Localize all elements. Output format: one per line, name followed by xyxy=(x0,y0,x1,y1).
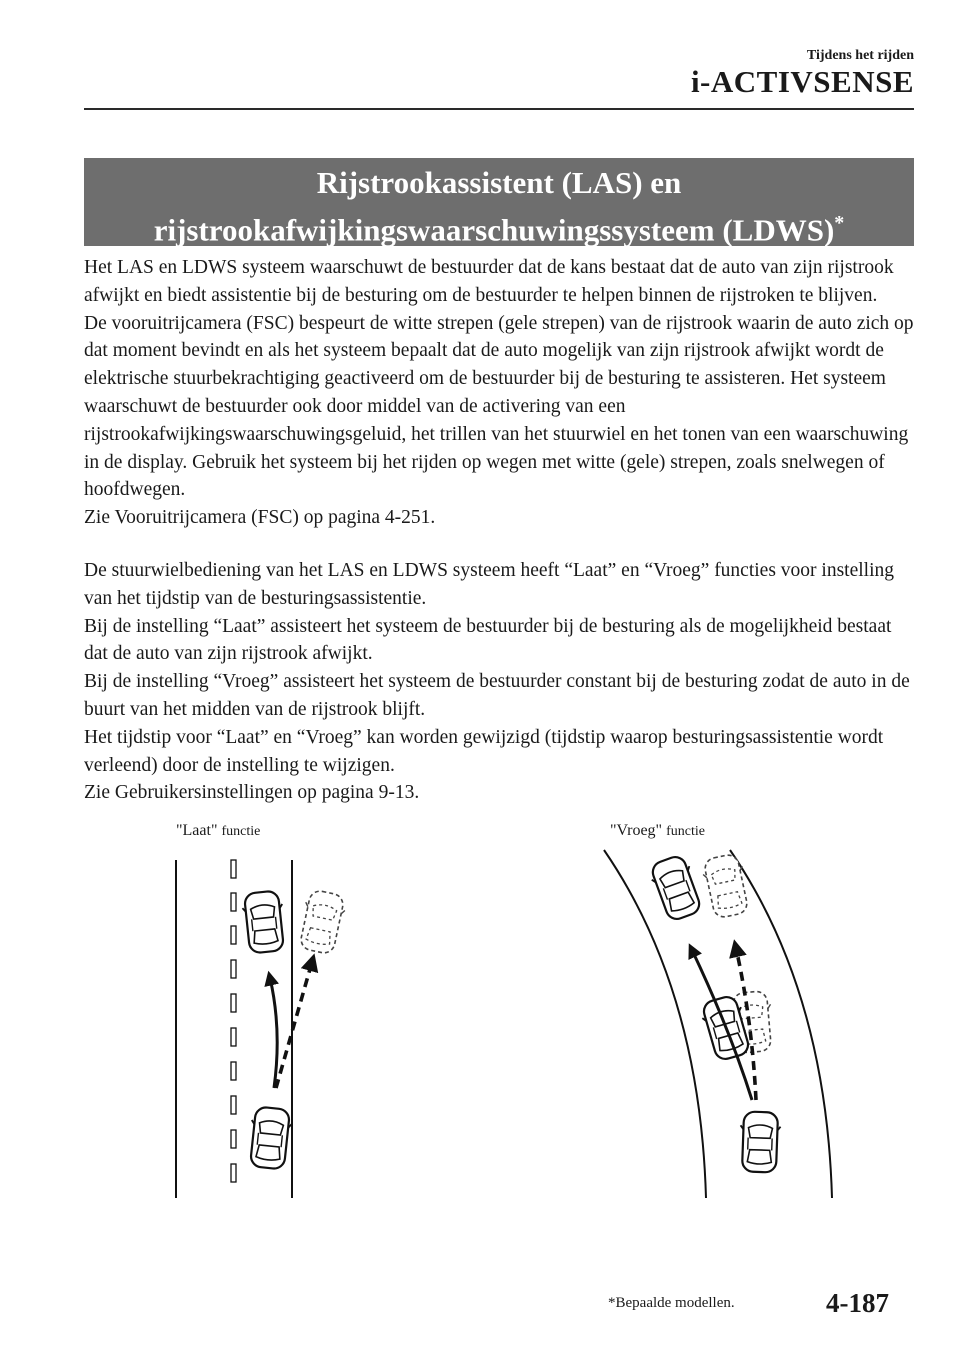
early-ghost-car-icon-top xyxy=(700,852,752,919)
caption-late-word: functie xyxy=(221,824,261,839)
body-text xyxy=(84,254,916,807)
footnote: *Bepaalde modellen. xyxy=(608,1295,735,1311)
paragraph-early: Bij de instelling “Vroeg” assisteert het systeem de bestuurder constant bij de besturing zodat de auto in de buurt van het midden van de rijstrook blijft. xyxy=(84,671,910,720)
late-drift-arrow xyxy=(276,962,312,1088)
late-corrected-car-icon xyxy=(241,890,287,954)
paragraph-timing: Het tijdstip voor “Laat” en “Vroeg” kan worden gewijzigd (tijdstip waarop besturingsassistentie wordt verleend) door de instelling te wijzigen. xyxy=(84,726,884,776)
header-rule xyxy=(84,108,914,110)
early-corrected-car-icon xyxy=(647,853,705,923)
banner-title-line2 xyxy=(84,204,914,249)
header-section-title: Tijdens het rijden xyxy=(806,48,914,63)
page-number: 4-187 xyxy=(826,1288,889,1318)
section-banner xyxy=(84,158,914,246)
caption-late-label: "Laat" xyxy=(176,822,218,839)
lane-assist-illustration xyxy=(0,830,960,1210)
late-start-car-icon xyxy=(247,1106,293,1170)
banner-asterisk: * xyxy=(834,212,845,234)
banner-title-line2-text: rijstrookafwijkingswaarschuwingssysteem (LDWS) xyxy=(153,212,835,248)
banner-title-line1: Rijstrookassistent (LAS) en xyxy=(316,165,682,200)
late-road xyxy=(176,860,348,1198)
header-chapter-title: i-ACTIVSENSE xyxy=(690,64,914,99)
early-road xyxy=(604,850,832,1198)
caption-early-word: functie xyxy=(666,824,705,839)
paragraph-reference-fsc: Zie Vooruitrijcamera (FSC) op pagina 4-251. xyxy=(84,507,436,529)
late-ghost-car-icon xyxy=(296,888,348,955)
paragraph-functions: De stuurwielbediening van het LAS en LDWS systeem heeft “Laat” en “Vroeg” functies voor instelling van het tijdstip van de besturingsassistentie. xyxy=(84,559,894,609)
paragraph-late: Bij de instelling “Laat” assisteert het systeem de bestuurder bij de besturing als de mogelijkheid bestaat dat de auto van zijn rijstrook afwijkt. xyxy=(84,615,892,665)
late-assist-arrow xyxy=(270,978,277,1088)
caption-early-label: "Vroeg" xyxy=(610,822,663,839)
paragraph-reference-settings: Zie Gebruikersinstellingen op pagina 9-13. xyxy=(84,782,420,804)
paragraph-intro: Het LAS en LDWS systeem waarschuwt de bestuurder dat de kans bestaat dat de auto van zijn rijstrook afwijkt en biedt assistentie bij de besturing om de bestuurder te helpen binnen de rijstroken te blijven. xyxy=(84,257,894,306)
paragraph-camera: De vooruitrijcamera (FSC) bespeurt de witte strepen (gele strepen) van de rijstrook waarin de auto zich op dat moment bevindt en als het systeem bepaalt dat de auto mogelijk van zijn rijstrook afwijkt wordt de elektrische stuurbekrachtiging geactiveerd om de bestuurder bij de besturing te assisteren. Het systeem waarschuwt de bestuurder ook door middel van de activering van een rijstrookafwijkingswaarschuwingsgeluid, het trillen van het stuurwiel en het tonen van een waarschuwing in de display. Gebruik het systeem bij het rijden op wegen met witte (gele) strepen, zoals snelwegen of hoofdwegen. xyxy=(84,312,914,501)
early-start-car-icon xyxy=(739,1111,781,1172)
